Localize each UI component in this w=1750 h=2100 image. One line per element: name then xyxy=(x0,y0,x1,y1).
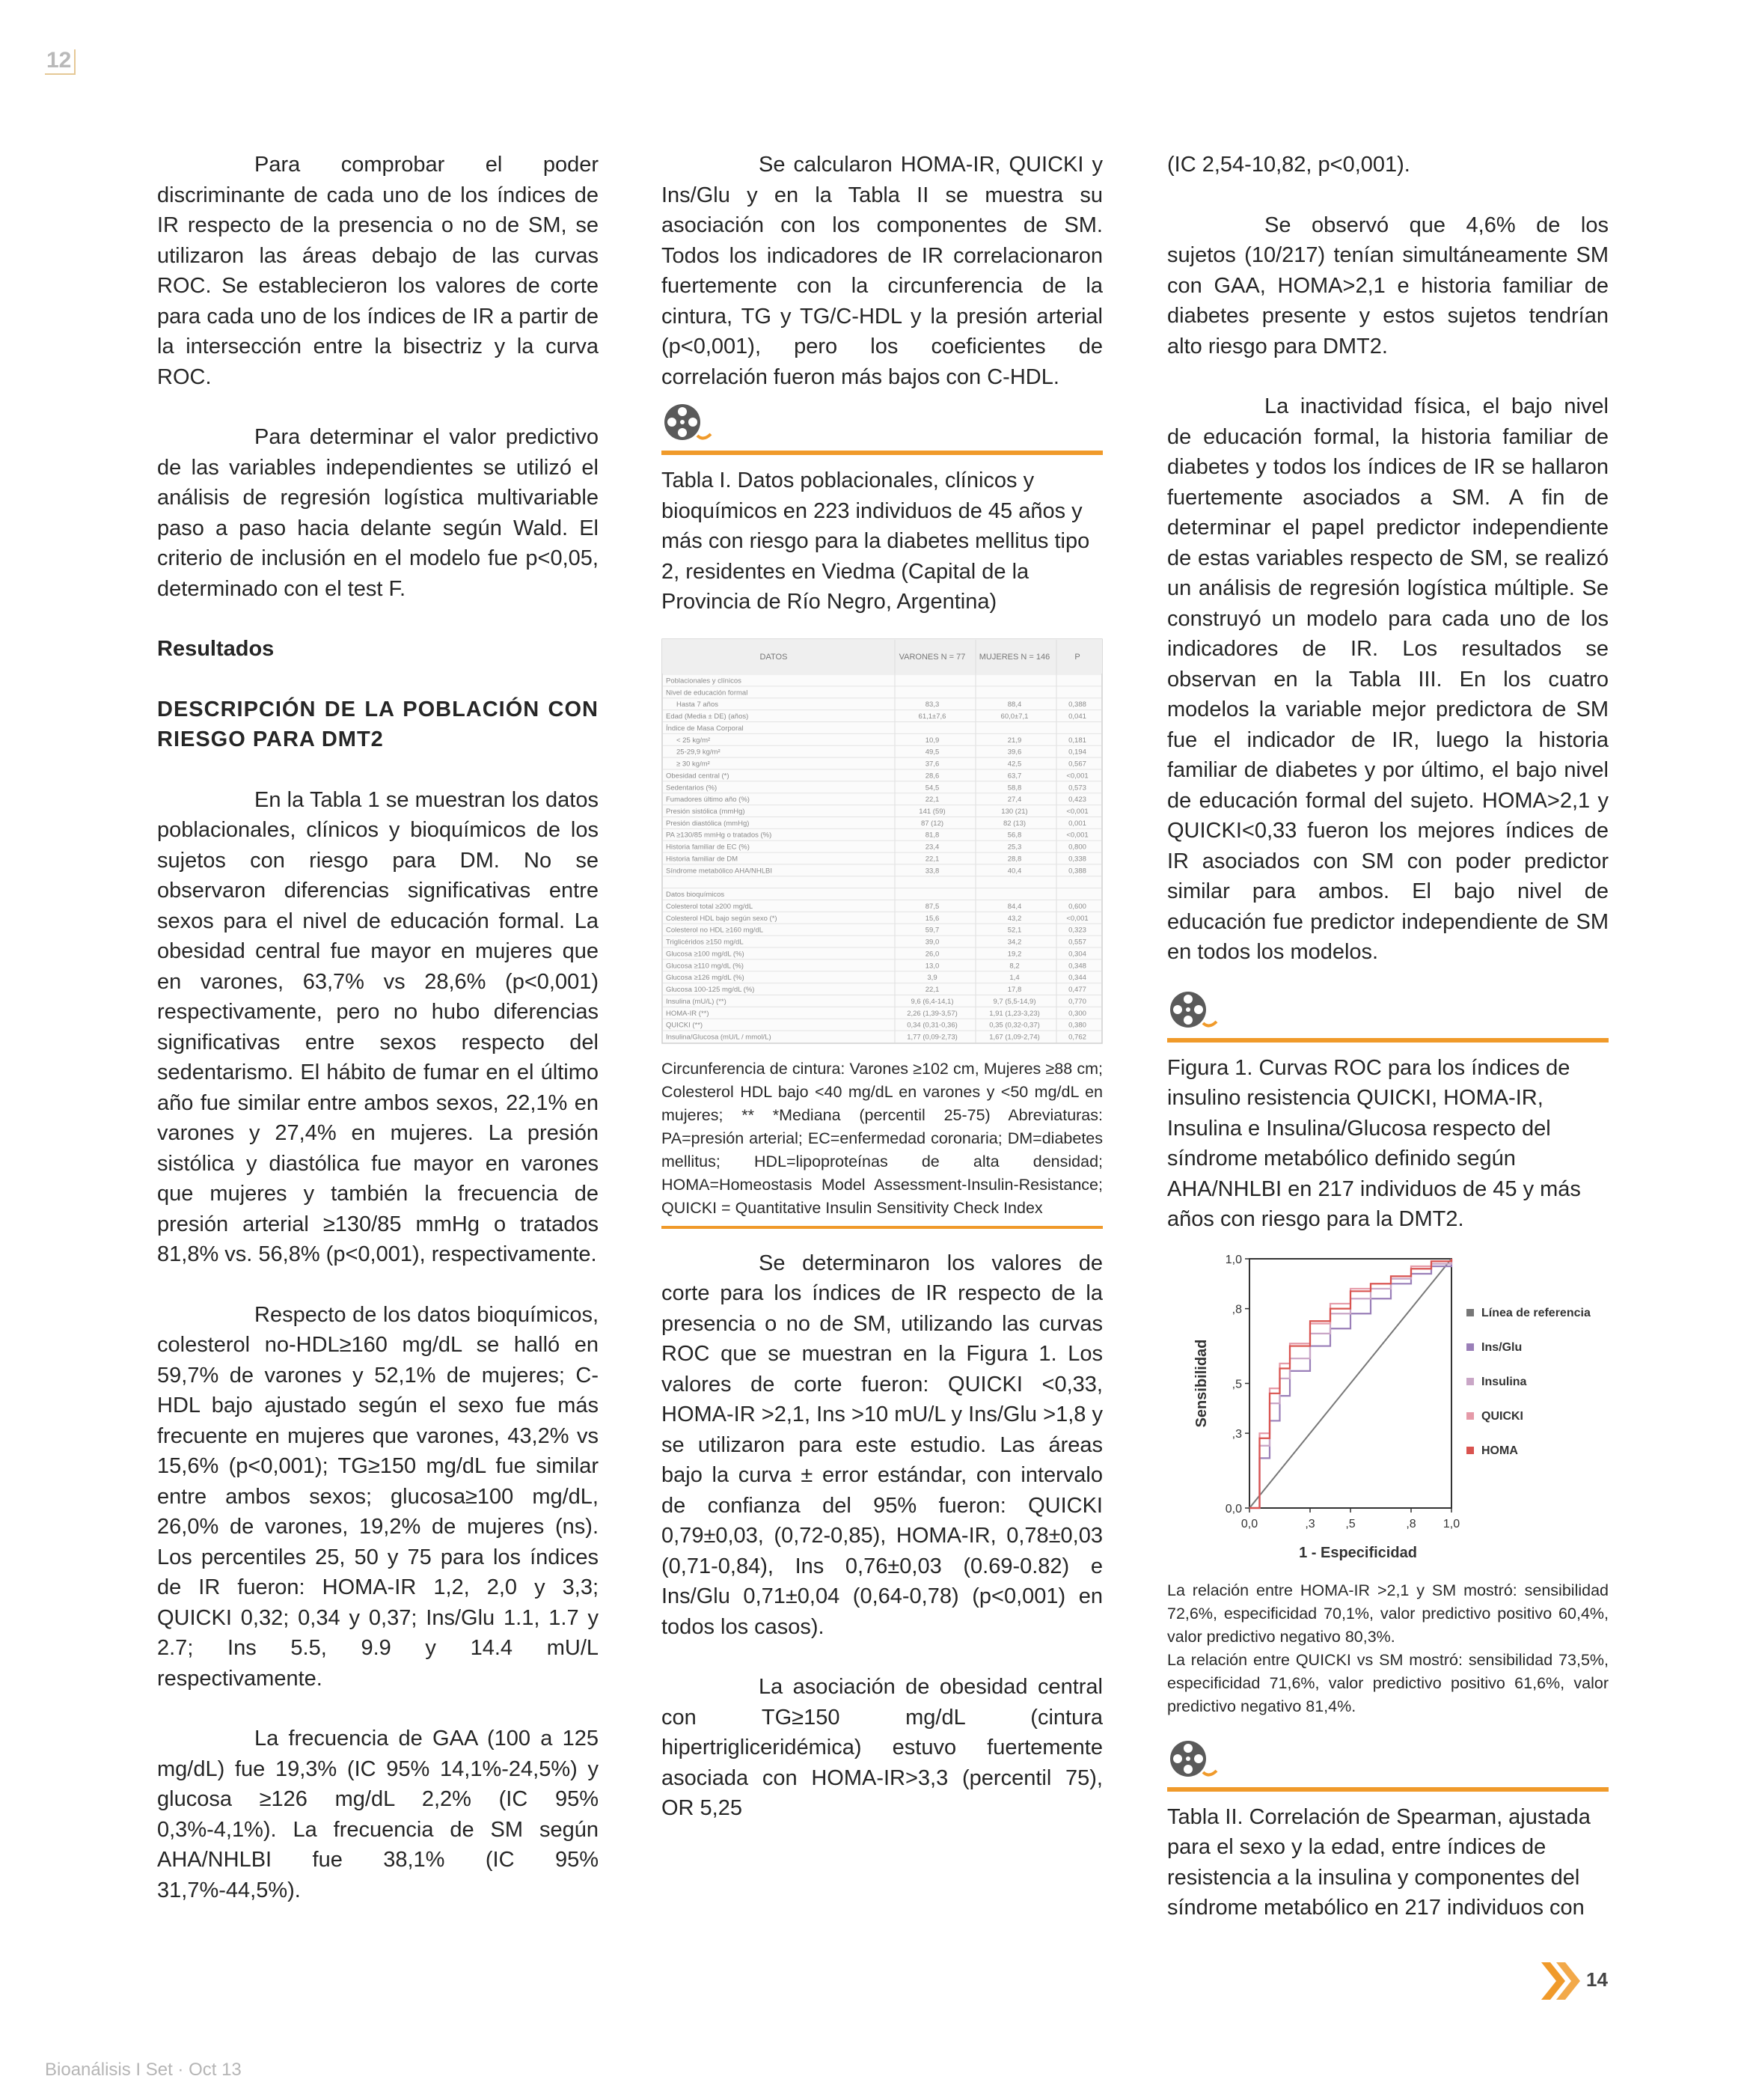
table-cell: 26,0 xyxy=(925,949,940,958)
table-cell: 0,567 xyxy=(1068,760,1086,769)
table-cell: 63,7 xyxy=(1007,771,1022,780)
table-2-caption: Tabla II. Correlación de Spearman, ajustada para el sexo y la edad, entre índices de resistencia a la insulina y componentes del síndrome metabólico en 217 individuos con xyxy=(1167,1804,1591,1920)
paragraph: La frecuencia de GAA (100 a 125 mg/dL) fue 19,3% (IC 95% 14,1%-24,5%) y glucosa ≥126 mg/dL 2,2% (IC 95% 0,3%-4,1%). La frecuencia de SM según AHA/NHLBI fue 38,1% (IC 95% 31,7%-44,5%). xyxy=(157,1727,599,1902)
x-tick-label: 1,0 xyxy=(1442,1517,1460,1530)
table-1-caption: Tabla I. Datos poblacionales, clínicos y bioquímicos en 223 individuos de 45 años y más con riesgo para la diabetes mellitus tipo 2, residentes en Viedma (Capital de la Provincia de Río Negro, Argentina) xyxy=(661,468,1090,614)
table-cell: 9,7 (5,5-14,9) xyxy=(993,997,1036,1006)
table-cell: 0,323 xyxy=(1068,926,1086,935)
legend-swatch xyxy=(1466,1378,1474,1385)
table-cell: 39,0 xyxy=(925,938,940,947)
legend-label: Ins/Glu xyxy=(1481,1340,1523,1354)
table-cell: Triglicéridos ≥150 mg/dL xyxy=(666,938,744,947)
table-cell: Colesterol total ≥200 mg/dL xyxy=(666,902,753,911)
table-cell: 1,77 (0,09-2,73) xyxy=(907,1033,958,1042)
table-cell: Hasta 7 años xyxy=(676,700,718,709)
table-cell: 1,91 (1,23-3,23) xyxy=(989,1009,1040,1018)
table-cell: QUICKI (**) xyxy=(666,1021,703,1030)
legend-swatch xyxy=(1466,1343,1474,1351)
x-tick-label: 0,0 xyxy=(1240,1517,1258,1530)
table-cell: 1,4 xyxy=(1009,973,1020,982)
table-cell: Insulina (mU/L) (**) xyxy=(666,997,726,1006)
table-header-cell: VARONES N = 77 xyxy=(899,652,966,662)
table-cell: 141 (59) xyxy=(919,807,946,816)
legend-label: Insulina xyxy=(1481,1375,1527,1388)
table-cell: 87,5 xyxy=(925,902,940,911)
subsection-heading: DESCRIPCIÓN DE LA POBLACIÓN CON RIESGO PARA DMT2 xyxy=(157,697,599,751)
section-heading: Resultados xyxy=(157,637,275,661)
table-cell: 2,26 (1,39-3,57) xyxy=(907,1009,958,1018)
table-cell: <0,001 xyxy=(1066,771,1089,780)
table-cell: <0,001 xyxy=(1066,807,1089,816)
table-cell: Nivel de educación formal xyxy=(666,688,748,697)
legend-label: QUICKI xyxy=(1481,1409,1523,1423)
roc-chart xyxy=(1167,1242,1609,1572)
table-cell: Glucosa ≥110 mg/dL (%) xyxy=(666,961,744,970)
table-cell: <0,001 xyxy=(1066,914,1089,923)
table-cell: Obesidad central (*) xyxy=(666,771,729,780)
table-cell: Presión diastólica (mmHg) xyxy=(666,819,750,828)
table-cell: ≥ 30 kg/m² xyxy=(676,760,710,769)
table-1 xyxy=(661,638,1103,1044)
right-page-number: 14 xyxy=(1586,1968,1608,1991)
table-cell: Colesterol HDL bajo según sexo (*) xyxy=(666,914,777,923)
table-cell: 3,9 xyxy=(927,973,937,982)
table-cell: 0,557 xyxy=(1068,938,1086,947)
x-axis-label: 1 - Especificidad xyxy=(1299,1544,1417,1561)
table-cell: 49,5 xyxy=(925,748,940,757)
figure-1-caption: Figura 1. Curvas ROC para los índices de insulino resistencia QUICKI, HOMA-IR, Insulina e Insulina/Glucosa respecto del síndrome metabólico definido según AHA/NHLBI en 217 individuos de 45 y más años con riesgo para la DMT2. xyxy=(1167,1055,1581,1231)
table-cell: 0,300 xyxy=(1068,1009,1086,1018)
column-2 xyxy=(661,150,1103,1824)
table-cell: 0,388 xyxy=(1068,700,1086,709)
table-cell: 27,4 xyxy=(1007,795,1022,804)
y-tick-label: 0,0 xyxy=(1225,1502,1242,1516)
column-1 xyxy=(157,150,599,1905)
y-tick-label: ,3 xyxy=(1232,1427,1242,1441)
legend-swatch xyxy=(1466,1309,1474,1316)
y-tick-label: ,5 xyxy=(1232,1378,1242,1391)
table-cell: 0,800 xyxy=(1068,843,1086,852)
table-cell: 10,9 xyxy=(925,736,940,745)
table-1-notes: Circunferencia de cintura: Varones ≥102 cm, Mujeres ≥88 cm; Colesterol HDL bajo <40 mg/dL en varones y <50 mg/dL en mujeres; ** *Mediana (percentil 25-75) Abreviaturas: PA=presión arterial; EC=enfermedad coronaria; DM=diabetes mellitus; HDL=lipoproteínas de alta densidad; HOMA=Homeostasis Model Assessment-Insulin-Resistance; QUICKI = Quantitative Insulin Sensitivity Check Index xyxy=(661,1059,1103,1217)
table-cell: 39,6 xyxy=(1007,748,1022,757)
table-cell: 37,6 xyxy=(925,760,940,769)
table-cell: 0,34 (0,31-0,36) xyxy=(907,1021,958,1030)
table-cell: Glucosa ≥100 mg/dL (%) xyxy=(666,949,744,958)
paragraph: Para determinar el valor predictivo de las variables independientes se utilizó el análisis de regresión logística multivariable paso a paso hacia delante según Wald. El criterio de inclusión en el modelo fue p<0,05, determinado con el test F. xyxy=(157,425,599,601)
table-cell: Sedentarios (%) xyxy=(666,783,718,792)
table-cell: Datos bioquímicos xyxy=(666,890,725,899)
paragraph: Respecto de los datos bioquímicos, colesterol no-HDL≥160 mg/dL se halló en 59,7% de varones y 52,1% de mujeres; C-HDL bajo ajustado según el sexo fue más frecuente en mujeres que varones, 43,2% vs 15,6% (p<0,001); TG≥150 mg/dL fue similar entre ambos sexos; glucosa≥100 mg/dL, 26,0% de varones, 19,2% de mujeres (ns). Los percentiles 25, 50 y 75 para los índices de IR fueron: HOMA-IR 1,2, 2,0 y 3,3; QUICKI 0,32; 0,34 y 0,37; Ins/Glu 1.1, 1.7 y 2.7; Ins 5.5, 9.9 y 14.4 mU/L respectivamente. xyxy=(157,1302,599,1691)
table-cell: 1,67 (1,09-2,74) xyxy=(989,1033,1040,1042)
table-cell: 13,0 xyxy=(925,961,940,970)
table-cell: Síndrome metabólico AHA/NHLBI xyxy=(666,866,773,875)
y-tick-label: 1,0 xyxy=(1225,1253,1242,1266)
table-cell: 0,770 xyxy=(1068,997,1086,1006)
divider xyxy=(1167,1787,1609,1792)
footer: Bioanálisis I Set · Oct 13 xyxy=(45,2060,242,2080)
divider xyxy=(661,1226,1103,1229)
divider xyxy=(661,451,1103,455)
table-cell: 0,041 xyxy=(1068,712,1086,721)
table-cell: 17,8 xyxy=(1007,985,1022,994)
table-cell: Historia familiar de DM xyxy=(666,854,738,863)
legend-swatch xyxy=(1466,1447,1474,1454)
table-cell: 56,8 xyxy=(1007,831,1022,840)
table-cell: 23,4 xyxy=(925,843,940,852)
table-cell: Edad (Media ± DE) (años) xyxy=(666,712,749,721)
paragraph: La inactividad física, el bajo nivel de educación formal, la historia familiar de diabetes y todos los índices de IR se hallaron fuertemente asociados a SM. A fin de determinar el papel predictor independiente de estas variables respecto de SM, se realizó un análisis de regresión logística múltiple. Se construyó un modelo para cada uno de los indicadores de IR. Los resultados se observan en la Tabla III. En los cuatro modelos la variable mejor predictora de SM fue el indicador de IR, luego la historia familiar de diabetes y por último, el bajo nivel de educación formal del sujeto. HOMA>2,1 y QUICKI<0,33 fueron los mejores índices de IR asociados con SM con poder predictor similar para ambos. El bajo nivel de educación fue predictor independiente de SM en todos los modelos. xyxy=(1167,394,1609,964)
table-cell: 28,8 xyxy=(1007,854,1022,863)
paragraph: En la Tabla 1 se muestran los datos poblacionales, clínicos y bioquímicos de los sujetos con riesgo para DM. No se observaron diferencias significativas entre sexos para el nivel de educación formal. La obesidad central fue mayor en mujeres que en varones, 63,7% vs 28,6% (p<0,001) respectivamente, pero no hubo diferencias significativas entre sexos respecto del sedentarismo. El hábito de fumar en el último año fue similar entre ambos sexos, 22,1% en varones y 27,4% en mujeres. La presión sistólica y diastólica fue mayor en varones que mujeres y también la frecuencia de presión arterial ≥130/85 mmHg o tratados 81,8% vs. 56,8% (p<0,001), respectivamente. xyxy=(157,787,599,1266)
legend-label: Línea de referencia xyxy=(1481,1306,1591,1319)
column-3 xyxy=(1167,150,1609,1923)
table-cell: 52,1 xyxy=(1007,926,1022,935)
table-cell: 19,2 xyxy=(1007,949,1022,958)
table-cell: Glucosa 100-125 mg/dL (%) xyxy=(666,985,755,994)
divider xyxy=(1167,1038,1609,1043)
table-cell: 40,4 xyxy=(1007,866,1022,875)
table-cell: 0,573 xyxy=(1068,783,1086,792)
table-cell: 0,001 xyxy=(1068,819,1086,828)
table-cell: 0,388 xyxy=(1068,866,1086,875)
film-reel-icon xyxy=(661,401,714,446)
table-cell: PA ≥130/85 mmHg o tratados (%) xyxy=(666,831,772,840)
paragraph: Se observó que 4,6% de los sujetos (10/217) tenían simultáneamente SM con GAA, HOMA>2,1 e historia familiar de diabetes presente y estos sujetos tendrían alto riesgo para DMT2. xyxy=(1167,213,1609,358)
table-cell: Historia familiar de EC (%) xyxy=(666,843,750,852)
table-cell: Colesterol no HDL ≥160 mg/dL xyxy=(666,926,764,935)
table-cell: 25,3 xyxy=(1007,843,1022,852)
table-cell: 0,35 (0,32-0,37) xyxy=(989,1021,1040,1030)
table-cell: <0,001 xyxy=(1066,831,1089,840)
table-cell: 54,5 xyxy=(925,783,940,792)
table-cell: 28,6 xyxy=(925,771,940,780)
paragraph: Se calcularon HOMA-IR, QUICKI y Ins/Glu y en la Tabla II se muestra su asociación con los componentes de SM. Todos los indicadores de IR correlacionaron fuertemente con la circunferencia de la cintura, TG y TG/C-HDL y la presión arterial (p<0,001), pero los coeficientes de correlación fueron más bajos con C-HDL. xyxy=(661,153,1103,389)
table-cell: 83,3 xyxy=(925,700,940,709)
table-cell: 84,4 xyxy=(1007,902,1022,911)
table-cell: 59,7 xyxy=(925,926,940,935)
left-page-number: 12 xyxy=(45,49,76,75)
table-cell: 0,762 xyxy=(1068,1033,1086,1042)
x-tick-label: ,3 xyxy=(1305,1517,1315,1530)
table-cell: HOMA-IR (**) xyxy=(666,1009,709,1018)
table-header-cell: DATOS xyxy=(759,652,788,662)
legend-swatch xyxy=(1466,1412,1474,1420)
table-cell: Poblacionales y clínicos xyxy=(666,676,741,685)
table-header-cell: MUJERES N = 146 xyxy=(979,652,1050,662)
table-cell: 0,600 xyxy=(1068,902,1086,911)
table-cell: 33,8 xyxy=(925,866,940,875)
y-axis-label: Sensibilidad xyxy=(1193,1339,1210,1427)
table-frame xyxy=(662,639,1102,1043)
table-cell: Insulina/Glucosa (mU/L / mmol/L) xyxy=(666,1033,771,1042)
table-cell: 43,2 xyxy=(1007,914,1022,923)
paragraph: Se determinaron los valores de corte para los índices de IR respecto de la presencia o no de SM, utilizando las curvas ROC que se muestran en la Figura 1. Los valores de corte fueron: QUICKI <0,33, HOMA-IR >2,1, Ins >10 mU/L y Ins/Glu >1,8 y se utilizaron para este estudio. Las áreas bajo la curva ± error estándar, con intervalo de confianza del 95% fueron: QUICKI 0,79±0,03, (0,72-0,85), HOMA-IR, 0,78±0,03 (0,71-0,84), Ins 0,76±0,03 (0.69-0.82) e Ins/Glu 0,71±0,04 (0,64-0,78) (p<0,001) en todos los casos). xyxy=(661,1251,1103,1639)
table-cell: Fumadores último año (%) xyxy=(666,795,750,804)
table-cell: 0,181 xyxy=(1068,736,1086,745)
table-cell: 0,338 xyxy=(1068,854,1086,863)
film-reel-icon xyxy=(1167,1738,1220,1783)
table-cell: 22,1 xyxy=(925,854,940,863)
table-cell: 9,6 (6,4-14,1) xyxy=(911,997,954,1006)
table-cell: 0,348 xyxy=(1068,961,1086,970)
table-cell: 21,9 xyxy=(1007,736,1022,745)
table-cell: 88,4 xyxy=(1007,700,1022,709)
table-cell: 60,0±7,1 xyxy=(1000,712,1029,721)
paragraph: La asociación de obesidad central con TG≥150 mg/dL (cintura hipertrigliceridémica) estuvo fuertemente asociada con HOMA-IR>3,3 (percentil 75), OR 5,25 xyxy=(661,1675,1103,1820)
table-cell: 0,423 xyxy=(1068,795,1086,804)
figure-1-note: La relación entre HOMA-IR >2,1 y SM mostró: sensibilidad 72,6%, especificidad 70,1%, valor predictivo positivo 60,4%, valor predictivo negativo 80,3%. xyxy=(1167,1581,1609,1646)
table-cell: 0,194 xyxy=(1068,748,1086,757)
table-cell: 0,304 xyxy=(1068,949,1086,958)
paragraph: Para comprobar el poder discriminante de cada uno de los índices de IR respecto de la presencia o no de SM, se utilizaron las áreas debajo de las curvas ROC. Se establecieron los valores de corte para cada uno de los índices de IR a partir de la intersección entre la bisectriz y la curva ROC. xyxy=(157,153,599,389)
x-tick-label: ,8 xyxy=(1406,1517,1416,1530)
film-reel-icon xyxy=(1167,989,1220,1034)
figure-1-note: La relación entre QUICKI vs SM mostró: sensibilidad 73,5%, especificidad 71,6%, valor predictivo positivo 61,6%, valor predictivo negativo 81,4%. xyxy=(1167,1650,1609,1715)
table-cell: Glucosa ≥126 mg/dL (%) xyxy=(666,973,744,982)
table-cell: Índice de Masa Corporal xyxy=(666,724,744,733)
table-cell: 130 (21) xyxy=(1001,807,1028,816)
table-cell: 15,6 xyxy=(925,914,940,923)
table-cell: 82 (13) xyxy=(1003,819,1027,828)
table-cell: Presión sistólica (mmHg) xyxy=(666,807,745,816)
next-page-arrows-icon xyxy=(1541,1962,1583,2000)
table-cell: 22,1 xyxy=(925,795,940,804)
table-cell: 22,1 xyxy=(925,985,940,994)
table-cell: 81,8 xyxy=(925,831,940,840)
table-cell: 25-29,9 kg/m² xyxy=(676,748,721,757)
table-cell: 34,2 xyxy=(1007,938,1022,947)
table-cell: 61,1±7,6 xyxy=(918,712,946,721)
table-cell: 8,2 xyxy=(1009,961,1020,970)
table-cell: 58,8 xyxy=(1007,783,1022,792)
table-cell: 0,344 xyxy=(1068,973,1086,982)
table-cell: < 25 kg/m² xyxy=(676,736,711,745)
paragraph: (IC 2,54-10,82, p<0,001). xyxy=(1167,153,1410,177)
x-tick-label: ,5 xyxy=(1345,1517,1356,1530)
table-cell: 42,5 xyxy=(1007,760,1022,769)
legend-label: HOMA xyxy=(1481,1444,1518,1457)
table-cell: 0,380 xyxy=(1068,1021,1086,1030)
table-cell: 0,477 xyxy=(1068,985,1086,994)
table-header-cell: P xyxy=(1074,652,1080,662)
table-cell: 87 (12) xyxy=(920,819,944,828)
y-tick-label: ,8 xyxy=(1232,1303,1242,1316)
